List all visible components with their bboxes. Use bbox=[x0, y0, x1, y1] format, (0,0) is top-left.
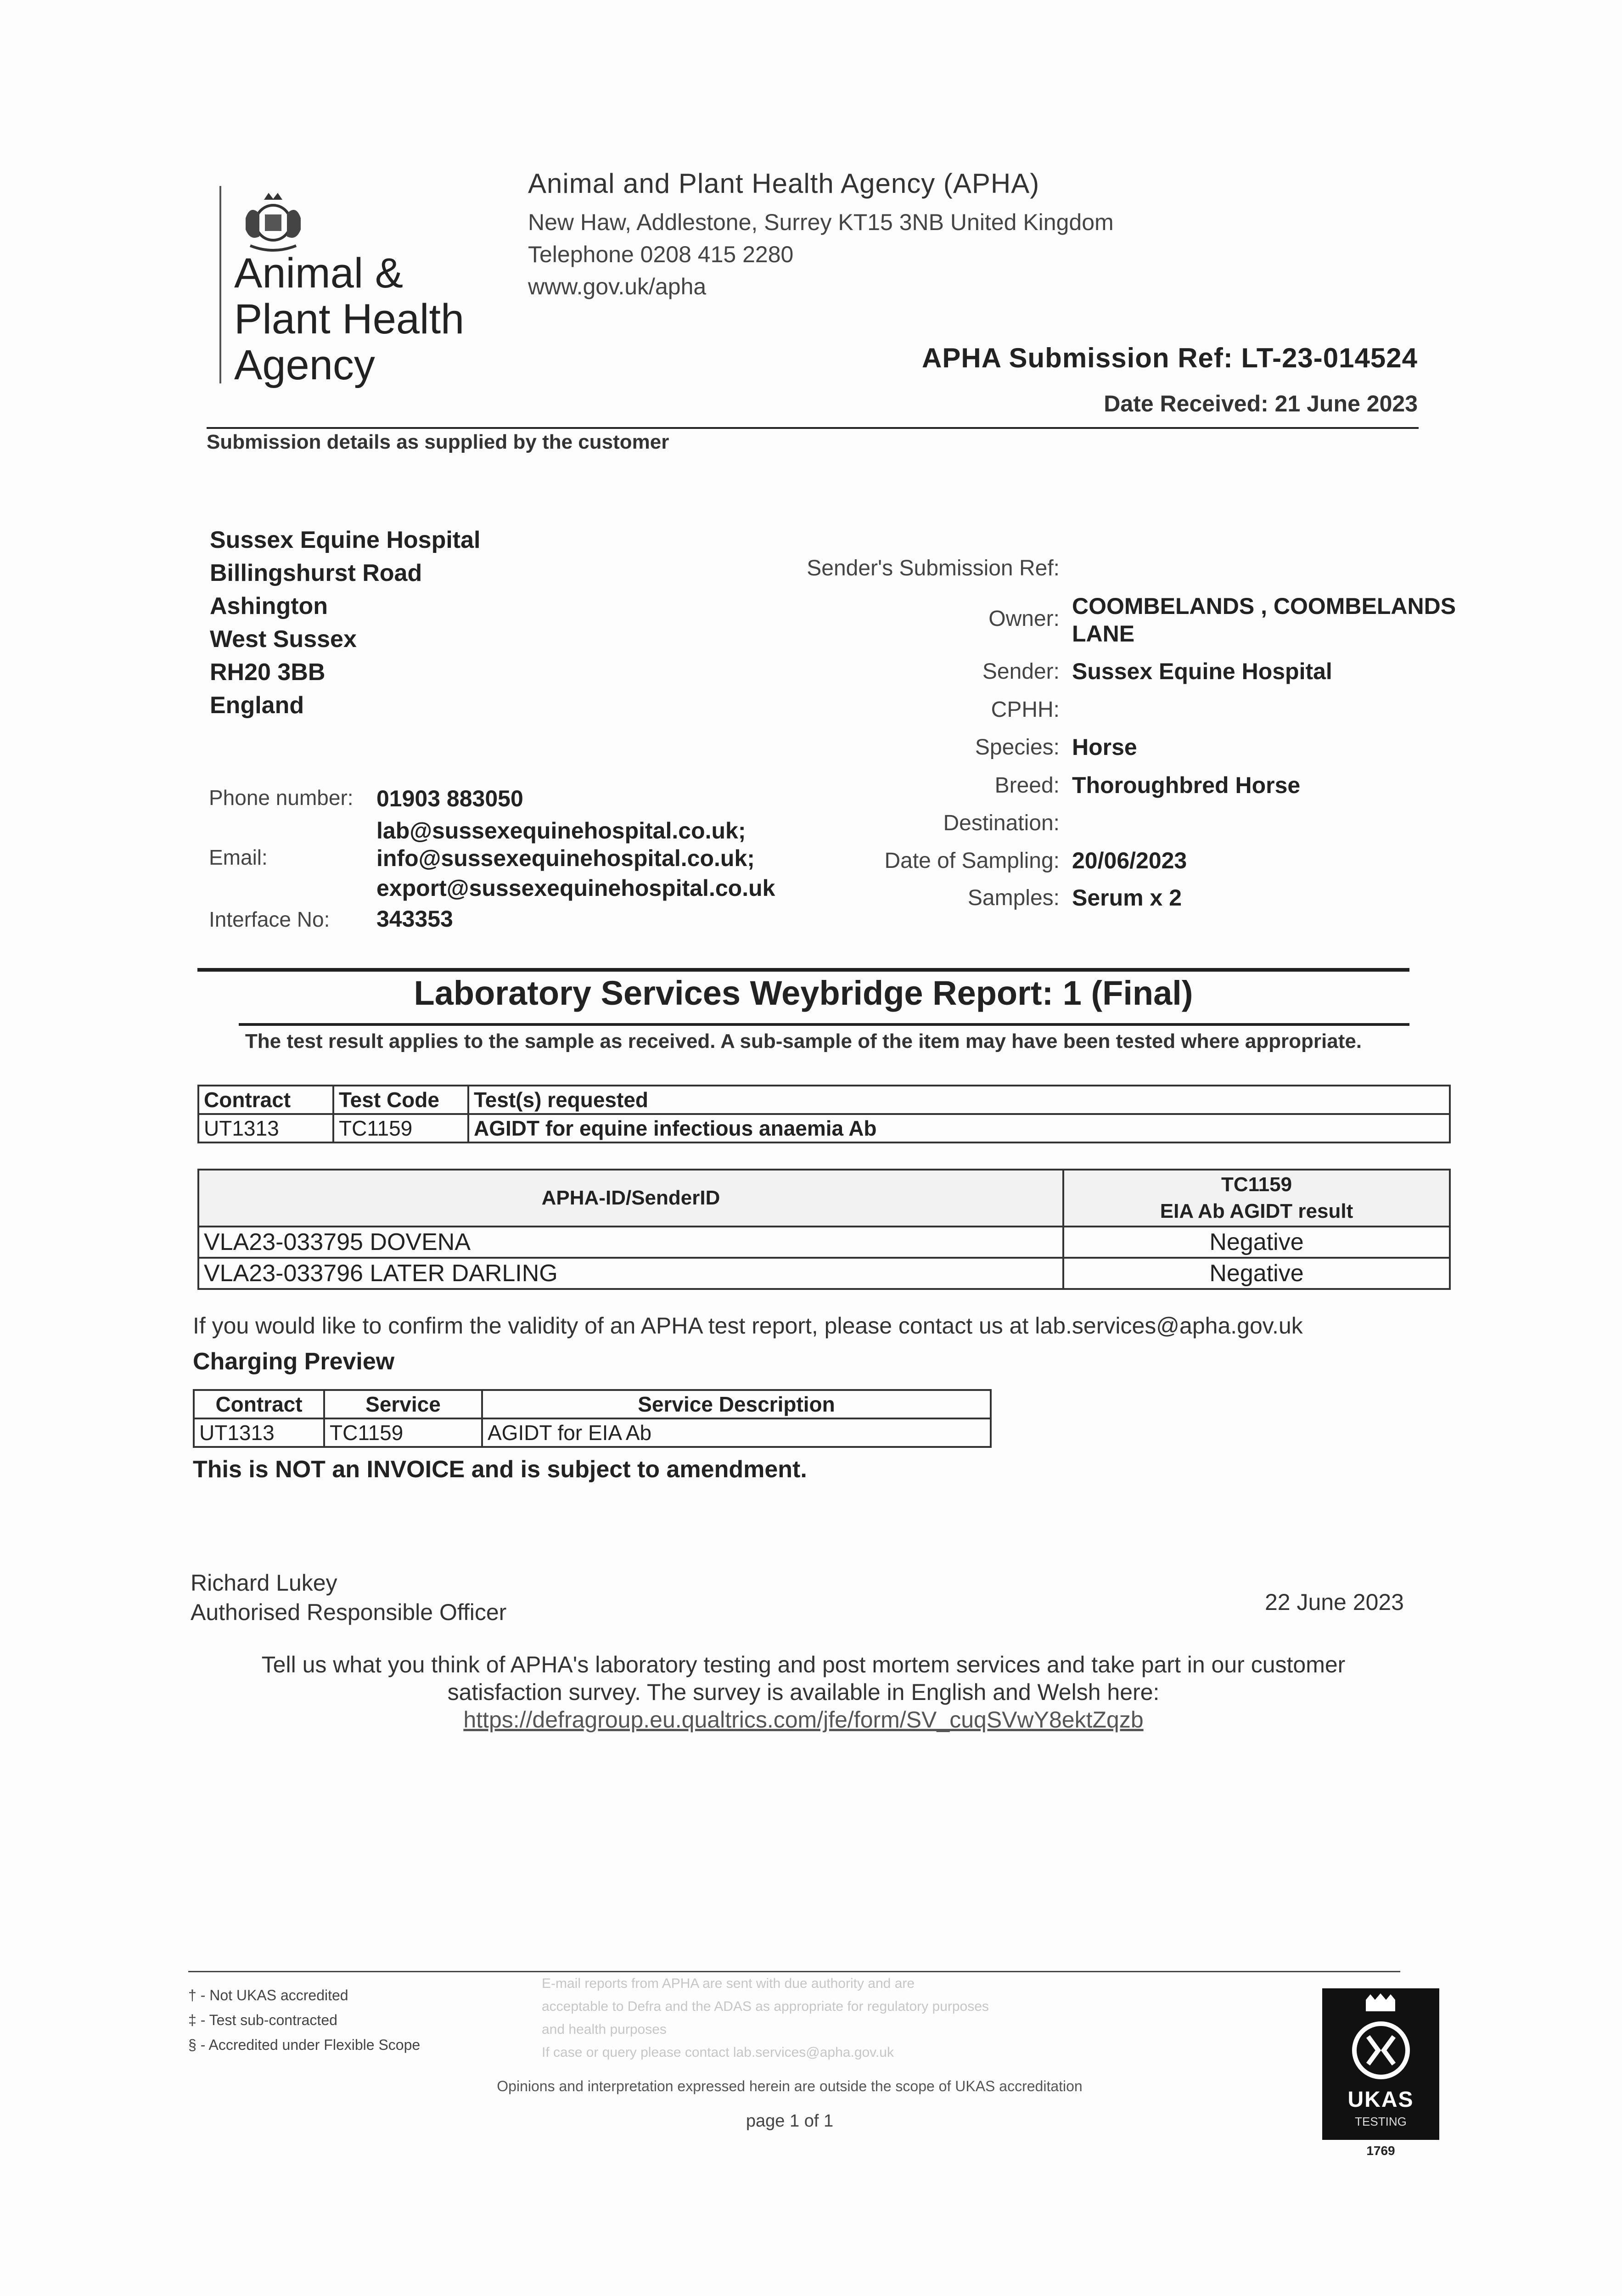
sampling-date-label: Date of Sampling: bbox=[884, 849, 1060, 873]
table-row bbox=[198, 1258, 1450, 1289]
charging-title: Charging Preview bbox=[193, 1348, 395, 1375]
species-value: Horse bbox=[1072, 734, 1137, 760]
samples-label: Samples: bbox=[967, 886, 1060, 910]
charging-table bbox=[193, 1389, 992, 1448]
table-cell: AGIDT for EIA Ab bbox=[482, 1418, 991, 1447]
ukas-mark bbox=[1322, 1988, 1439, 2140]
report-note: The test result applies to the sample as received. A sub-sample of the item may have been tested where appropriate. bbox=[245, 1030, 1362, 1052]
agency-logo-text bbox=[234, 250, 464, 388]
not-invoice-note: This is NOT an INVOICE and is subject to amendment. bbox=[193, 1456, 807, 1483]
footnotes bbox=[188, 1983, 420, 2057]
table-header: Test(s) requested bbox=[468, 1086, 1450, 1114]
sender-ref-label: Sender's Submission Ref: bbox=[807, 556, 1060, 580]
table-header: Service bbox=[324, 1390, 482, 1418]
email-value[interactable]: export@sussexequinehospital.co.uk bbox=[376, 875, 775, 901]
ukas-text: UKAS bbox=[1347, 2088, 1414, 2112]
confirm-text: If you would like to confirm the validity of an APHA test report, please contact us at lab.services@apha.gov.uk bbox=[193, 1313, 1303, 1339]
table-cell: UT1313 bbox=[194, 1418, 324, 1447]
address-line: Sussex Equine Hospital bbox=[210, 527, 481, 553]
survey-link[interactable]: https://defragroup.eu.qualtrics.com/jfe/form/SV_cuqSVwY8ektZqzb bbox=[463, 1707, 1144, 1733]
interface-label: Interface No: bbox=[209, 907, 330, 931]
sample-id: VLA23-033795 DOVENA bbox=[198, 1227, 1063, 1258]
ukas-number: 1769 bbox=[1366, 2144, 1395, 2158]
header-rule bbox=[207, 427, 1419, 429]
sample-result: Negative bbox=[1063, 1258, 1450, 1289]
interface-value: 343353 bbox=[376, 906, 453, 932]
tests-requested-table bbox=[197, 1085, 1451, 1143]
submission-note: Submission details as supplied by the customer bbox=[207, 431, 669, 453]
disclaimer-line: and health purposes bbox=[542, 2022, 667, 2037]
table-header bbox=[1063, 1170, 1450, 1227]
disclaimer-line: E-mail reports from APHA are sent with due authority and are bbox=[542, 1976, 915, 1991]
result-header-code: TC1159 bbox=[1221, 1173, 1292, 1196]
survey-text: satisfaction survey. The survey is available in English and Welsh here: bbox=[447, 1679, 1160, 1705]
logo-line: Plant Health bbox=[234, 296, 465, 343]
disclaimer-line: If case or query please contact lab.services@apha.gov.uk bbox=[542, 2045, 894, 2060]
email-label: Email: bbox=[209, 845, 268, 869]
footnote: ‡ - Test sub-contracted bbox=[188, 2012, 337, 2028]
species-label: Species: bbox=[975, 735, 1060, 760]
phone-label: Phone number: bbox=[209, 786, 354, 810]
table-row bbox=[194, 1418, 991, 1447]
address-line: Ashington bbox=[210, 593, 328, 619]
page-number: page 1 of 1 bbox=[746, 2111, 834, 2131]
destination-label: Destination: bbox=[943, 811, 1060, 835]
sender-label: Sender: bbox=[982, 659, 1060, 684]
table-header: Contract bbox=[198, 1086, 333, 1114]
result-header-name: EIA Ab AGIDT result bbox=[1160, 1200, 1353, 1222]
agency-address: New Haw, Addlestone, Surrey KT15 3NB United Kingdom bbox=[528, 209, 1114, 235]
address-line: Billingshurst Road bbox=[210, 560, 422, 586]
faint-disclaimer bbox=[542, 1972, 1221, 2064]
table-cell: UT1313 bbox=[198, 1114, 333, 1142]
address-line: RH20 3BB bbox=[210, 659, 326, 686]
owner-label: Owner: bbox=[988, 607, 1060, 631]
table-cell: TC1159 bbox=[333, 1114, 468, 1142]
ukas-crown-icon bbox=[1322, 1988, 1439, 2087]
disclaimer-line: acceptable to Defra and the ADAS as appropriate for regulatory purposes bbox=[542, 1999, 989, 2014]
table-header: APHA-ID/SenderID bbox=[198, 1170, 1063, 1227]
table-header-row bbox=[198, 1086, 1450, 1114]
table-cell: AGIDT for equine infectious anaemia Ab bbox=[468, 1114, 1450, 1142]
table-header: Contract bbox=[194, 1390, 324, 1418]
breed-value: Thoroughbred Horse bbox=[1072, 772, 1301, 798]
email-value[interactable]: info@sussexequinehospital.co.uk; bbox=[376, 845, 755, 871]
sender-value: Sussex Equine Hospital bbox=[1072, 658, 1332, 684]
table-header-row bbox=[194, 1390, 991, 1418]
report-title: Laboratory Services Weybridge Report: 1 (Final) bbox=[414, 974, 1193, 1012]
ukas-sub: TESTING bbox=[1355, 2115, 1407, 2128]
agency-title: Animal and Plant Health Agency (APHA) bbox=[528, 168, 1040, 199]
report-rule-top bbox=[197, 968, 1409, 972]
phone-value: 01903 883050 bbox=[376, 786, 523, 811]
breed-label: Breed: bbox=[994, 773, 1060, 798]
logo-line: Animal & bbox=[234, 250, 404, 297]
logo-line: Agency bbox=[234, 342, 375, 388]
agency-website[interactable]: www.gov.uk/apha bbox=[528, 274, 707, 299]
submission-ref: APHA Submission Ref: LT-23-014524 bbox=[922, 343, 1418, 373]
results-table bbox=[197, 1169, 1451, 1290]
report-rule-bottom bbox=[239, 1023, 1409, 1026]
logo-divider bbox=[219, 186, 221, 383]
table-header: Test Code bbox=[333, 1086, 468, 1114]
table-header-row bbox=[198, 1170, 1450, 1227]
royal-crest-icon bbox=[236, 186, 310, 255]
signature-date: 22 June 2023 bbox=[1264, 1589, 1404, 1615]
signatory bbox=[191, 1568, 506, 1627]
sampling-date-value: 20/06/2023 bbox=[1072, 848, 1187, 873]
signatory-role: Authorised Responsible Officer bbox=[191, 1599, 507, 1625]
samples-value: Serum x 2 bbox=[1072, 885, 1182, 911]
table-header: Service Description bbox=[482, 1390, 991, 1418]
agency-phone: Telephone 0208 415 2280 bbox=[528, 242, 794, 267]
address-line: West Sussex bbox=[210, 626, 357, 653]
survey-block bbox=[197, 1651, 1409, 1733]
footnote: † - Not UKAS accredited bbox=[188, 1987, 348, 2003]
sample-result: Negative bbox=[1063, 1227, 1450, 1258]
date-received: Date Received: 21 June 2023 bbox=[1104, 391, 1418, 416]
table-row bbox=[198, 1114, 1450, 1142]
cphh-label: CPHH: bbox=[991, 698, 1060, 722]
customer-address bbox=[210, 523, 481, 722]
table-row bbox=[198, 1227, 1450, 1258]
sample-id: VLA23-033796 LATER DARLING bbox=[198, 1258, 1063, 1289]
footnote: § - Accredited under Flexible Scope bbox=[188, 2037, 421, 2053]
signatory-name: Richard Lukey bbox=[191, 1570, 337, 1596]
address-line: England bbox=[210, 692, 304, 719]
opinion-note: Opinions and interpretation expressed herein are outside the scope of UKAS accreditation bbox=[497, 2078, 1083, 2094]
email-value[interactable]: lab@sussexequinehospital.co.uk; bbox=[376, 818, 746, 844]
owner-value: COOMBELANDS , COOMBELANDS LANE bbox=[1072, 593, 1456, 647]
table-cell: TC1159 bbox=[324, 1418, 482, 1447]
survey-text: Tell us what you think of APHA's laboratory testing and post mortem services and take part in our customer bbox=[261, 1652, 1346, 1677]
